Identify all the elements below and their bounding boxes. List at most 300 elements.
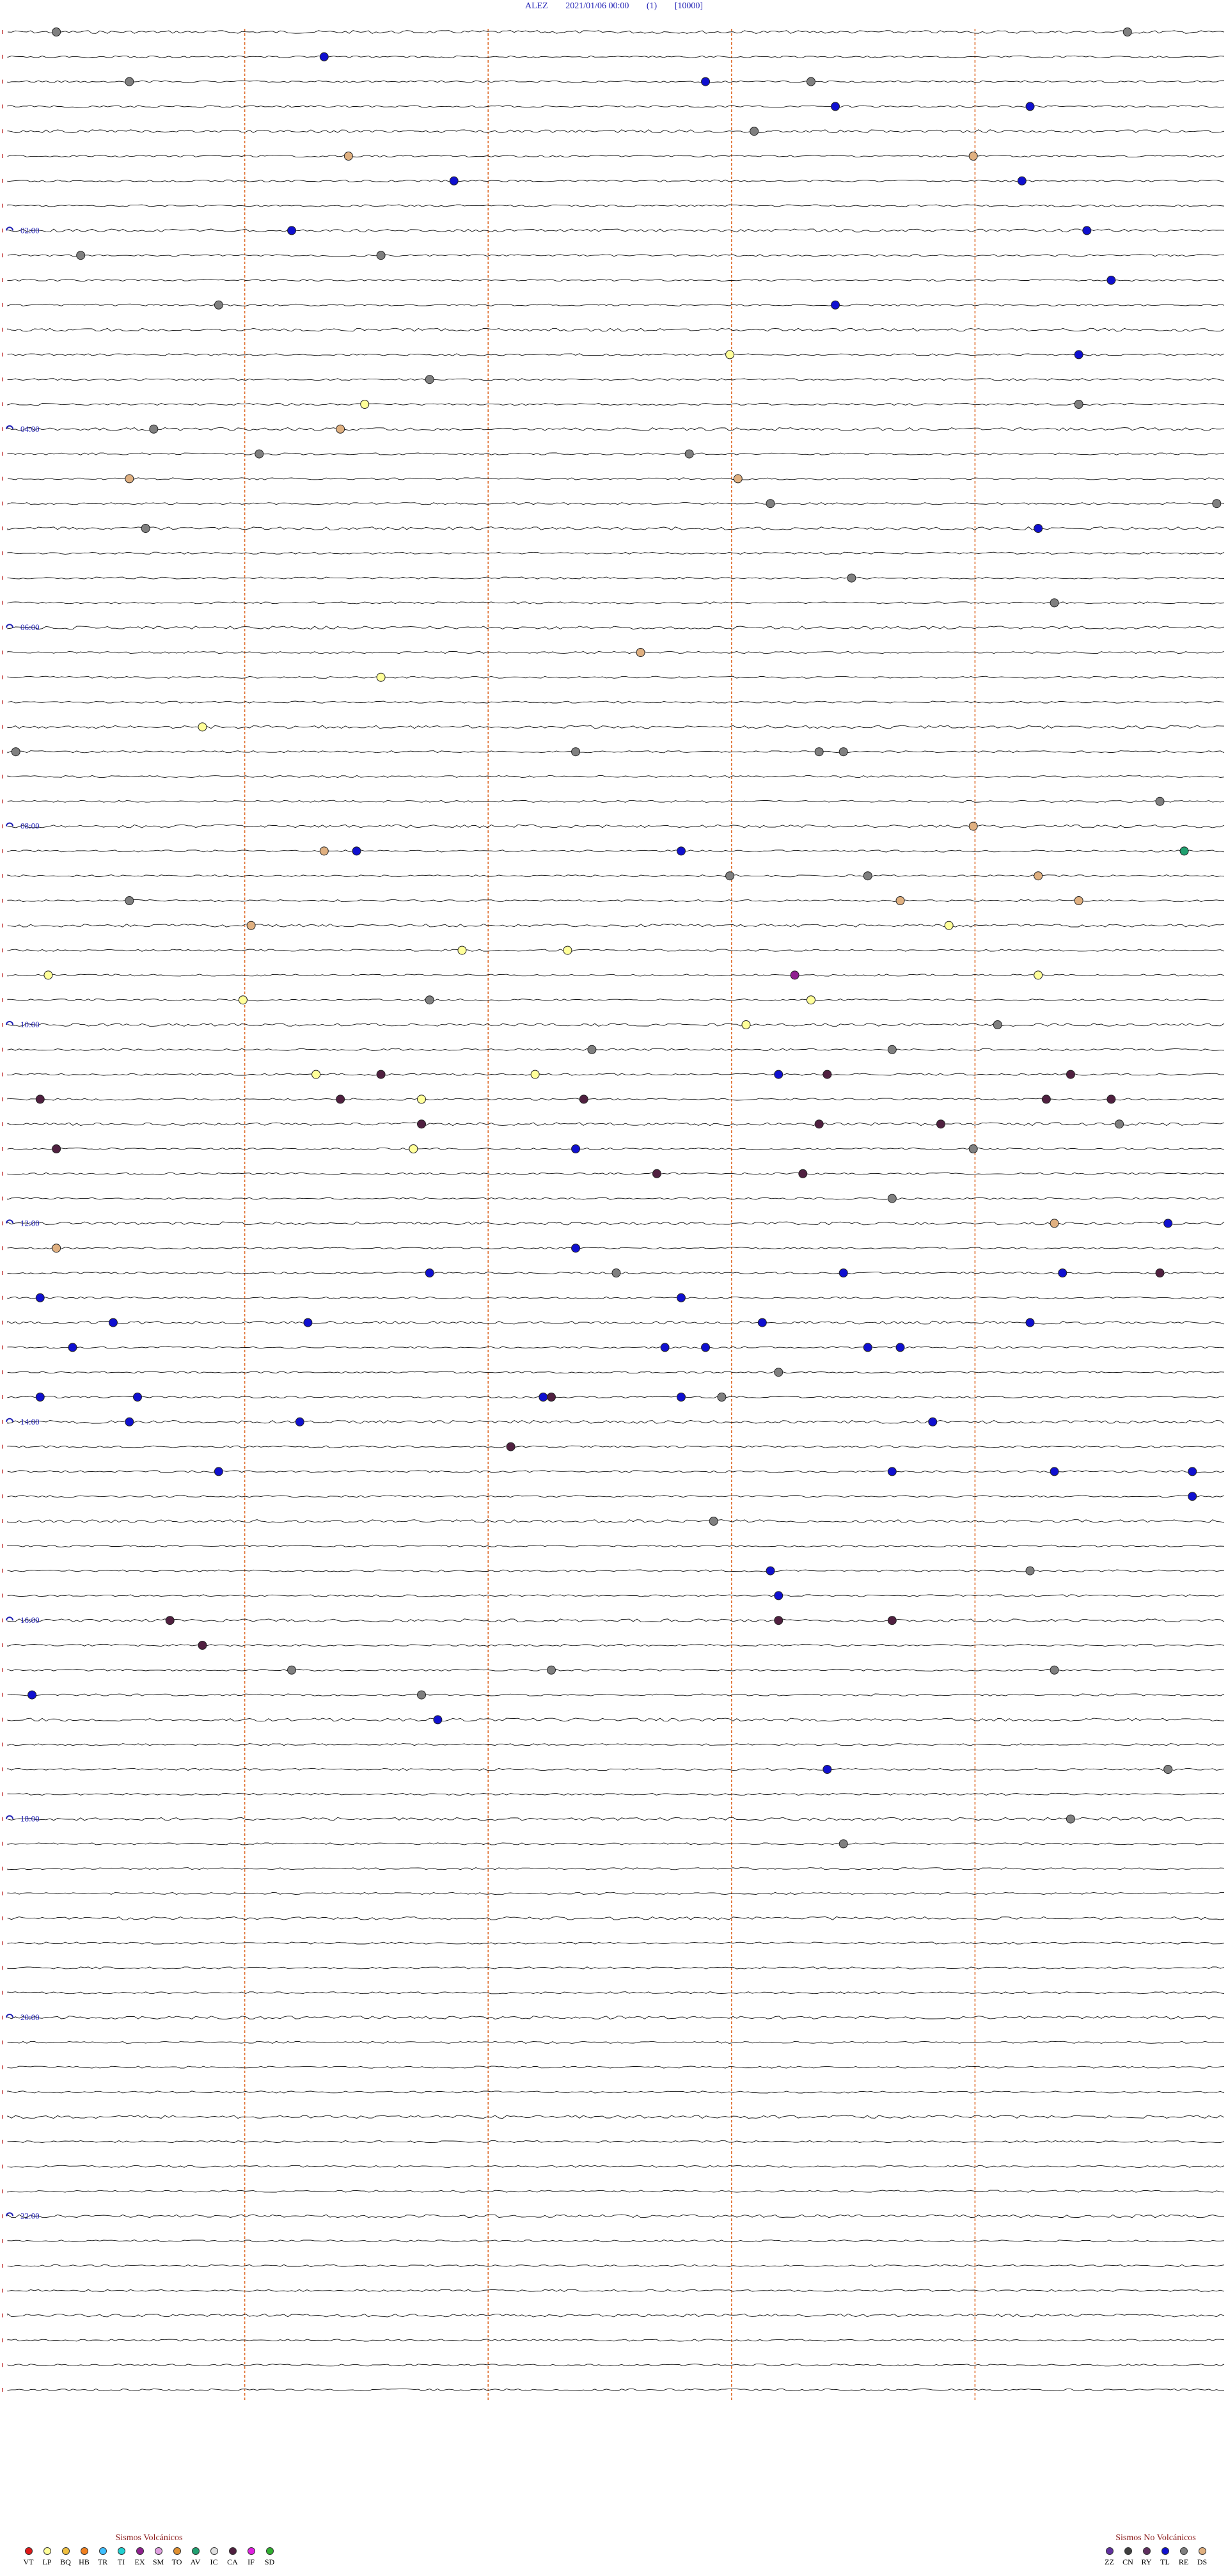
- event-marker-re: [847, 574, 856, 582]
- event-marker-re: [815, 748, 823, 756]
- hour-label: 08:00: [20, 821, 40, 831]
- legend-code: AV: [190, 2557, 201, 2566]
- legend-dot-ex: [136, 2547, 144, 2555]
- event-marker-re: [1156, 797, 1164, 805]
- trace-line: [8, 2165, 1224, 2167]
- legend-code: TO: [171, 2557, 182, 2566]
- event-marker-tl: [1188, 1467, 1197, 1476]
- event-marker-ca: [198, 1641, 207, 1650]
- event-marker-lp: [409, 1145, 418, 1153]
- legend-volcanic-item-sm: [149, 2547, 168, 2567]
- trace-line: [8, 602, 1224, 604]
- event-marker-re: [150, 425, 158, 433]
- legend-volcanic-items: [19, 2547, 279, 2567]
- legend-code: DS: [1197, 2557, 1208, 2566]
- event-marker-tl: [863, 1343, 872, 1352]
- trace-line: [8, 1222, 1224, 1225]
- trace-line: [8, 155, 1224, 157]
- event-marker-ds: [52, 1244, 61, 1252]
- event-marker-re: [718, 1393, 726, 1402]
- trace-line: [8, 1817, 1224, 1821]
- legend-dot-ds: [1199, 2547, 1206, 2555]
- event-marker-lp: [531, 1070, 539, 1079]
- event-marker-re: [807, 77, 815, 86]
- legend-code: HB: [79, 2557, 90, 2566]
- legend-volcanic-item-lp: [38, 2547, 56, 2567]
- event-marker-tl: [539, 1393, 547, 1402]
- event-marker-lp: [563, 946, 572, 954]
- legend-nonvolcanic-item-tl: [1156, 2547, 1174, 2567]
- event-marker-re: [1115, 1120, 1124, 1128]
- event-marker-tl: [295, 1418, 304, 1426]
- trace-line: [8, 1048, 1224, 1050]
- legend-volcanic-title: Sismos Volcánicos: [115, 2533, 183, 2543]
- event-marker-re: [766, 500, 775, 508]
- hour-marker: [6, 1816, 13, 1819]
- event-marker-ca: [336, 1095, 345, 1103]
- trace-line: [8, 1992, 1224, 1994]
- event-marker-tl: [450, 177, 458, 185]
- trace-line: [8, 2016, 1224, 2019]
- event-marker-tl: [702, 1343, 710, 1352]
- legend-nonvolcanic-title: Sismos No Volcánicos: [1115, 2533, 1196, 2543]
- trace-line: [8, 800, 1224, 802]
- legend-nonvolcanic-items: [1100, 2547, 1211, 2567]
- trace-line: [8, 1619, 1224, 1622]
- legend-dot-vt: [25, 2547, 33, 2555]
- event-marker-re: [52, 28, 61, 36]
- trace-line: [8, 1868, 1224, 1870]
- legend-code: LP: [42, 2557, 52, 2566]
- trace-line: [8, 2240, 1224, 2242]
- hour-label: 10:00: [20, 1020, 40, 1029]
- trace-line: [8, 1297, 1224, 1299]
- trace-line: [8, 676, 1224, 678]
- trace-line: [8, 1197, 1224, 1199]
- trace-line: [8, 1173, 1224, 1174]
- trace-line: [8, 775, 1224, 777]
- trace-line: [8, 427, 1224, 431]
- event-marker-re: [255, 450, 264, 458]
- trace-line: [8, 552, 1224, 554]
- event-marker-re: [685, 450, 693, 458]
- event-marker-ca: [775, 1616, 783, 1625]
- event-marker-tl: [677, 1393, 685, 1402]
- event-marker-re: [1164, 1766, 1172, 1774]
- trace-line: [8, 56, 1224, 58]
- legend-code: SD: [264, 2557, 275, 2566]
- trace-line: [8, 577, 1224, 579]
- trace-line: [8, 31, 1224, 34]
- event-marker-lp: [726, 351, 734, 359]
- channel-label: (1): [646, 1, 657, 11]
- trace-line: [8, 1892, 1224, 1894]
- event-marker-re: [425, 375, 434, 384]
- legend-nonvolcanic-item-zz: [1100, 2547, 1119, 2567]
- legend-dot-re: [1180, 2547, 1188, 2555]
- trace-line: [8, 2364, 1224, 2366]
- legend-dot-sd: [266, 2547, 274, 2555]
- trace-line: [8, 328, 1224, 331]
- trace-line: [8, 701, 1224, 703]
- trace-line: [8, 130, 1224, 133]
- event-marker-ca: [815, 1120, 823, 1128]
- event-marker-tl: [775, 1592, 783, 1600]
- trace-line: [8, 81, 1224, 83]
- event-marker-lp: [418, 1095, 426, 1103]
- event-marker-tl: [1018, 177, 1026, 185]
- event-marker-tl: [133, 1393, 141, 1402]
- legend-nonvolcanic-item-ds: [1193, 2547, 1211, 2567]
- event-marker-ca: [1042, 1095, 1050, 1103]
- trace-line: [8, 1843, 1224, 1845]
- event-marker-re: [418, 1691, 426, 1699]
- event-marker-ca: [547, 1393, 556, 1402]
- event-marker-ds: [247, 921, 255, 929]
- hour-label: 20:00: [20, 2012, 40, 2022]
- hour-label: 12:00: [20, 1218, 40, 1228]
- hour-label: 18:00: [20, 1813, 40, 1824]
- station-name: ALEZ: [524, 1, 548, 11]
- event-marker-re: [709, 1517, 718, 1526]
- trace-line: [8, 1446, 1224, 1448]
- trace-line: [8, 2190, 1224, 2192]
- trace-line: [8, 1371, 1224, 1373]
- trace-line: [8, 2264, 1224, 2266]
- trace-line: [8, 1420, 1224, 1423]
- trace-line: [8, 825, 1224, 828]
- trace-line: [8, 2140, 1224, 2142]
- event-marker-ca: [799, 1169, 807, 1178]
- trace-line: [8, 1098, 1224, 1100]
- legend-code: CA: [227, 2557, 238, 2566]
- legend-volcanic-item-ex: [130, 2547, 149, 2567]
- event-marker-ca: [1156, 1269, 1164, 1277]
- event-marker-tl: [896, 1343, 904, 1352]
- trace-line: [8, 2289, 1224, 2291]
- trace-line: [8, 1916, 1224, 1920]
- plot-header: [0, 1, 1228, 12]
- trace-line: [8, 2215, 1224, 2218]
- event-marker-lp: [1034, 971, 1043, 979]
- legend-code: BQ: [60, 2557, 71, 2566]
- trace-line: [8, 626, 1224, 629]
- event-marker-re: [1050, 1666, 1059, 1674]
- legend-dot-zz: [1106, 2547, 1114, 2555]
- legend-volcanic-item-av: [186, 2547, 205, 2567]
- event-marker-tl: [352, 847, 361, 855]
- legend-volcanic-item-ca: [223, 2547, 242, 2567]
- event-marker-tl: [661, 1343, 669, 1352]
- legend-dot-cn: [1124, 2547, 1132, 2555]
- event-marker-re: [1026, 1567, 1034, 1575]
- hour-marker: [6, 2014, 13, 2018]
- event-marker-ca: [377, 1070, 385, 1079]
- event-marker-tl: [214, 1467, 223, 1476]
- trace-line: [8, 1595, 1224, 1597]
- event-marker-re: [1123, 28, 1131, 36]
- event-marker-ca: [52, 1145, 61, 1153]
- trace-line: [8, 354, 1224, 356]
- event-marker-re: [425, 996, 434, 1004]
- event-marker-tl: [831, 102, 840, 111]
- legend-code: TL: [1160, 2557, 1170, 2566]
- event-marker-re: [726, 872, 734, 880]
- event-marker-ds: [896, 897, 904, 905]
- legend-code: VT: [23, 2557, 34, 2566]
- event-marker-tl: [831, 301, 840, 309]
- legend-code: EX: [134, 2557, 145, 2566]
- event-marker-tl: [36, 1293, 44, 1302]
- event-marker-re: [1050, 599, 1059, 607]
- hour-marker: [6, 1220, 13, 1223]
- event-marker-tl: [929, 1418, 937, 1426]
- event-marker-tl: [766, 1567, 775, 1575]
- legend-dot-hb: [81, 2547, 88, 2555]
- hour-label: 04:00: [20, 423, 40, 434]
- trace-line: [8, 1471, 1224, 1473]
- legend-code: TR: [97, 2557, 108, 2566]
- trace-line: [8, 1967, 1224, 1969]
- event-marker-tl: [823, 1766, 831, 1774]
- legend-code: IF: [248, 2557, 255, 2566]
- event-marker-ds: [969, 822, 977, 830]
- trace-line: [8, 899, 1224, 901]
- legend-dot-lp: [43, 2547, 51, 2555]
- event-marker-tl: [677, 1293, 685, 1302]
- event-marker-tl: [1026, 1318, 1034, 1327]
- trace-line: [8, 2066, 1224, 2068]
- trace-line: [8, 924, 1224, 927]
- legend-dot-if: [248, 2547, 255, 2555]
- legend-code: RY: [1141, 2557, 1152, 2566]
- legend-nonvolcanic-item-cn: [1119, 2547, 1137, 2567]
- event-marker-lp: [807, 996, 815, 1004]
- event-marker-tl: [775, 1070, 783, 1079]
- event-marker-re: [993, 1021, 1002, 1029]
- hour-label: 16:00: [20, 1615, 40, 1625]
- event-marker-ca: [1107, 1095, 1115, 1103]
- legend-volcanic-item-tr: [93, 2547, 112, 2567]
- event-marker-tl: [320, 52, 328, 61]
- event-marker-ca: [823, 1070, 831, 1079]
- event-marker-tl: [1107, 276, 1115, 285]
- trace-line: [8, 106, 1224, 107]
- event-marker-tl: [125, 1418, 134, 1426]
- event-marker-tl: [572, 1244, 580, 1252]
- trace-line: [8, 725, 1224, 729]
- event-marker-re: [141, 525, 150, 533]
- event-marker-re: [12, 748, 20, 756]
- event-marker-lp: [239, 996, 247, 1004]
- event-marker-tl: [1034, 525, 1043, 533]
- event-marker-tl: [839, 1269, 847, 1277]
- event-marker-re: [839, 1840, 847, 1848]
- legend-volcanic-item-ti: [112, 2547, 130, 2567]
- trace-line: [8, 1347, 1224, 1348]
- event-marker-re: [612, 1269, 620, 1277]
- hour-label: 02:00: [20, 225, 40, 235]
- event-marker-re: [1074, 400, 1083, 409]
- trace-line: [8, 2314, 1224, 2317]
- legend-volcanic-item-to: [168, 2547, 186, 2567]
- event-marker-lp: [458, 946, 466, 954]
- event-marker-re: [214, 301, 223, 309]
- event-marker-ds: [344, 152, 352, 161]
- hour-label: 14:00: [20, 1416, 40, 1426]
- event-marker-ca: [507, 1442, 515, 1451]
- legend-dot-ca: [229, 2547, 237, 2555]
- event-marker-tl: [28, 1691, 36, 1699]
- event-marker-tl: [434, 1716, 442, 1724]
- event-marker-re: [839, 748, 847, 756]
- trace-line: [8, 379, 1224, 381]
- legend-dot-ti: [118, 2547, 125, 2555]
- hour-marker: [6, 2213, 13, 2216]
- trace-line: [8, 999, 1224, 1001]
- trace-line: [8, 1744, 1224, 1746]
- hour-marker: [6, 1617, 13, 1620]
- trace-line: [8, 1321, 1224, 1324]
- event-marker-tl: [304, 1318, 312, 1327]
- legend-volcanic-item-ic: [205, 2547, 223, 2567]
- event-marker-tl: [1074, 351, 1083, 359]
- event-marker-tl: [1059, 1269, 1067, 1277]
- trace-line: [8, 1496, 1224, 1497]
- trace-line: [8, 1520, 1224, 1523]
- event-marker-tl: [888, 1467, 896, 1476]
- trace-line: [8, 229, 1224, 232]
- legend-dot-av: [192, 2547, 200, 2555]
- event-marker-ds: [734, 475, 742, 483]
- event-marker-tl: [1026, 102, 1034, 111]
- event-marker-re: [863, 872, 872, 880]
- legend-volcanic-item-if: [242, 2547, 260, 2567]
- legend-code: CN: [1122, 2557, 1133, 2566]
- trace-line: [8, 1023, 1224, 1027]
- event-marker-tl: [1050, 1467, 1059, 1476]
- legend-dot-tr: [99, 2547, 107, 2555]
- legend-nonvolcanic-item-ry: [1137, 2547, 1156, 2567]
- event-marker-re: [125, 897, 134, 905]
- trace-line: [8, 1942, 1224, 1944]
- event-marker-lp: [312, 1070, 320, 1079]
- event-marker-re: [377, 251, 385, 260]
- legend-volcanic: [19, 2533, 279, 2567]
- event-marker-ca: [166, 1616, 174, 1625]
- trace-line: [8, 751, 1224, 753]
- hour-marker: [6, 624, 13, 628]
- hour-marker: [6, 823, 13, 826]
- legend-code: TI: [117, 2557, 125, 2566]
- trace-line: [8, 1768, 1224, 1770]
- legend-code: ZZ: [1105, 2557, 1114, 2566]
- legend-volcanic-item-bq: [56, 2547, 75, 2567]
- event-marker-re: [888, 1045, 896, 1054]
- trace-line: [8, 1570, 1224, 1572]
- trace-line: [8, 1669, 1224, 1671]
- trace-line: [8, 478, 1224, 480]
- trace-line: [8, 1148, 1224, 1150]
- trace-line: [8, 279, 1224, 281]
- trace-line: [8, 1123, 1224, 1126]
- event-marker-re: [77, 251, 85, 260]
- event-marker-ca: [936, 1120, 945, 1128]
- trace-line: [8, 2389, 1224, 2390]
- trace-line: [8, 180, 1224, 182]
- trace-line: [8, 1247, 1224, 1249]
- hour-marker: [6, 1419, 13, 1422]
- event-marker-lp: [377, 673, 385, 681]
- event-marker-ca: [418, 1120, 426, 1128]
- trace-line: [8, 2041, 1224, 2043]
- event-marker-re: [750, 127, 759, 136]
- event-marker-tl: [36, 1393, 44, 1402]
- event-marker-re: [1213, 500, 1221, 508]
- legend-volcanic-item-vt: [19, 2547, 38, 2567]
- event-marker-ca: [652, 1169, 661, 1178]
- event-marker-re: [888, 1194, 896, 1203]
- event-marker-re: [572, 748, 580, 756]
- trace-line: [8, 453, 1224, 455]
- event-marker-tl: [572, 1145, 580, 1153]
- trace-line: [8, 651, 1224, 653]
- legend-dot-to: [173, 2547, 181, 2555]
- trace-line: [8, 304, 1224, 306]
- trace-line: [8, 949, 1224, 951]
- event-marker-ds: [1034, 872, 1043, 880]
- event-marker-tl: [109, 1318, 117, 1327]
- trace-line: [8, 850, 1224, 852]
- event-marker-ds: [1074, 897, 1083, 905]
- legend-dot-tl: [1161, 2547, 1169, 2555]
- event-marker-ds: [125, 475, 134, 483]
- trace-line: [8, 1396, 1224, 1398]
- event-marker-ds: [636, 649, 645, 657]
- event-marker-tl: [288, 226, 296, 235]
- trace-line: [8, 2339, 1224, 2341]
- event-marker-tl: [702, 77, 710, 86]
- legend-nonvolcanic-item-re: [1174, 2547, 1193, 2567]
- hour-label: 06:00: [20, 622, 40, 633]
- trace-line: [8, 1694, 1224, 1696]
- legend-code: RE: [1178, 2557, 1189, 2566]
- event-marker-ds: [969, 152, 977, 161]
- trace-line: [8, 1073, 1224, 1075]
- event-marker-re: [775, 1368, 783, 1377]
- event-marker-tl: [68, 1343, 77, 1352]
- event-marker-av: [1180, 847, 1188, 855]
- event-marker-re: [547, 1666, 556, 1674]
- trace-line: [8, 205, 1224, 207]
- event-marker-lp: [945, 921, 953, 929]
- event-marker-re: [125, 77, 134, 86]
- event-marker-re: [1066, 1815, 1074, 1823]
- legend-dot-bq: [62, 2547, 70, 2555]
- event-marker-lp: [198, 723, 207, 731]
- trace-line: [8, 255, 1224, 257]
- trace-line: [8, 503, 1224, 505]
- event-marker-ds: [336, 425, 345, 433]
- hour-label: 22:00: [20, 2211, 40, 2221]
- event-marker-lp: [44, 971, 52, 979]
- event-marker-tl: [1164, 1219, 1172, 1228]
- event-marker-lp: [742, 1021, 750, 1029]
- event-marker-tl: [1083, 226, 1091, 235]
- event-marker-ds: [1050, 1219, 1059, 1228]
- event-marker-ca: [888, 1616, 896, 1625]
- legend-code: IC: [210, 2557, 218, 2566]
